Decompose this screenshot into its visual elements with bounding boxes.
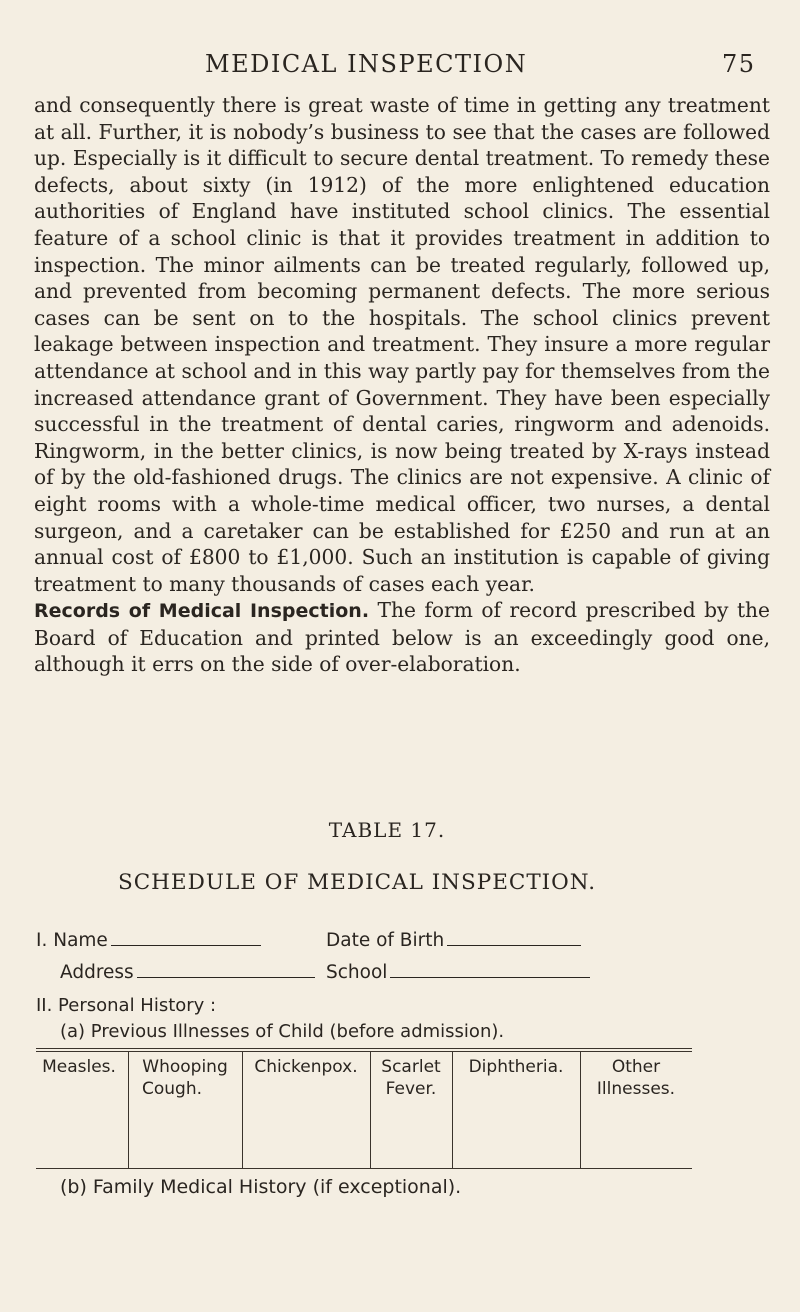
column-header-diphtheria [452, 1056, 580, 1078]
paragraph-records-text: The form of record prescribed by the Board of Education and printed below is an exceedingly good one, although it errs on the side of over-elaboration. [34, 598, 771, 677]
address-line [137, 977, 315, 978]
column-header-line: Scarlet [381, 1057, 441, 1077]
form-row-dob [326, 930, 581, 951]
column-header-chickenpox [242, 1056, 370, 1078]
page-number: 75 [722, 50, 756, 78]
form-row-school [326, 962, 590, 983]
family-history-heading: (b) Family Medical History (if exceptional). [60, 1176, 462, 1198]
column-header-line: Diphtheria. [468, 1057, 564, 1077]
column-header-measles [30, 1056, 128, 1078]
form-row-name [36, 930, 261, 951]
personal-history-heading: II. Personal History : [36, 995, 217, 1016]
table-number: TABLE 17. [328, 818, 446, 842]
school-label: School [326, 962, 388, 983]
previous-illnesses-heading: (a) Previous Illnesses of Child (before admission). [60, 1021, 505, 1042]
column-header-scarlet-fever [370, 1056, 452, 1100]
column-header-line: Other [611, 1057, 661, 1077]
column-header-whooping-cough [128, 1056, 242, 1100]
side-heading: Records of Medical Inspection. [34, 600, 370, 623]
running-head [0, 50, 800, 90]
body-text [34, 92, 770, 678]
column-header-line: Illnesses. [596, 1079, 676, 1099]
paragraph-records [34, 597, 770, 678]
column-header-line: Fever. [385, 1079, 437, 1099]
column-header-line: Whooping [142, 1057, 228, 1077]
running-title: MEDICAL INSPECTION [205, 50, 528, 78]
column-header-line: Measles. [42, 1057, 116, 1077]
column-header-line: Cough. [142, 1079, 203, 1099]
table-label [0, 818, 800, 842]
address-label: Address [60, 962, 134, 983]
name-label: Name [53, 930, 108, 951]
dob-label: Date of Birth [326, 930, 445, 951]
schedule-title: SCHEDULE OF MEDICAL INSPECTION. [118, 870, 597, 895]
name-line [111, 945, 261, 946]
form-row-address [60, 962, 315, 983]
paragraph-clinics: and consequently there is great waste of time in getting any treatment at all. Further, it is nobody’s business to see that the cases are followed up. Especially is it difficult to secure dental treatment. To remedy these defects, about sixty (in 1912) of the more enlightened education authorities of England have instituted school clinics. The essential feature of a school clinic is that it provides treatment in addition to inspection. The minor ailments can be treated regularly, followed up, and prevented from becoming permanent defects. The more serious cases can be sent on to the hospitals. The school clinics prevent leakage between inspection and treatment. They insure a more regular attendance at school and in this way partly pay for themselves from the increased attendance grant of Government. They have been especially successful in the treatment of dental caries, ringworm and adenoids. Ringworm, in the better clinics, is now being treated by X-rays instead of by the old-fashioned drugs. The clinics are not expensive. A clinic of eight rooms with a whole-time medical officer, two nurses, a dental surgeon, and a caretaker can be established for £250 and run at an annual cost of £800 to £1,000. Such an institution is capable of giving treatment to many thousands of cases each year. [34, 93, 770, 596]
table-top-rule [36, 1048, 692, 1049]
dob-line [447, 945, 581, 946]
column-header-other-illnesses [580, 1056, 692, 1100]
table-bottom-rule [36, 1168, 692, 1169]
table-top-rule-inner [36, 1051, 692, 1052]
section-1-numeral: I. [36, 930, 48, 951]
column-header-line: Chickenpox. [254, 1057, 358, 1077]
school-line [390, 977, 590, 978]
